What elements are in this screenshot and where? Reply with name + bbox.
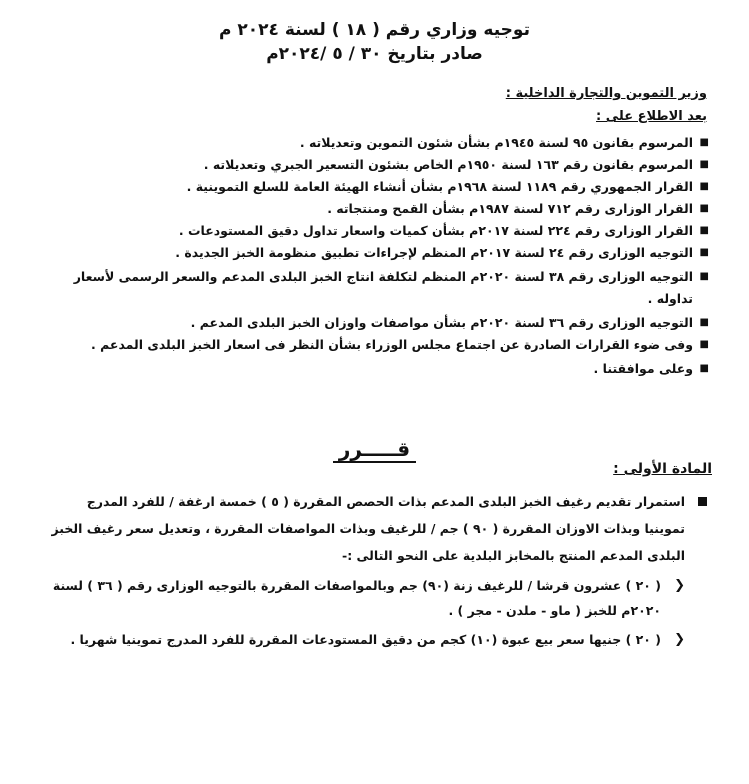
square-bullet-icon: ■ [699, 247, 709, 258]
list-item: ■ وفى ضوء القرارات الصادرة عن اجتماع مجلس الوزراء بشأن النظر فى اسعار الخبز البلدى المدعم . [39, 334, 709, 356]
list-item: ■ التوجيه الوزارى رقم ٣٦ لسنة ٢٠٢٠م بشأن مواصفات واوزان الخبز البلدى المدعم . [39, 312, 709, 334]
list-item: ■ التوجيه الوزارى رقم ٢٤ لسنة ٢٠١٧م المنظم لإجراءات تطبيق منظومة الخبز الجديدة . [39, 242, 709, 264]
list-item: ❮ ( ٢٠ ) عشرون قرشا / للرغيف زنة (٩٠) جم وبالمواصفات المقررة بالتوجيه الوزارى رقم ( ٣٦ ) لسنة ٢٠٢٠م للخبز ( ماو - ملدن - مجر ) . [47, 573, 685, 623]
chevron-left-icon: ❮ [674, 632, 685, 647]
square-bullet-icon [698, 497, 707, 506]
square-bullet-icon: ■ [699, 159, 709, 170]
decided-heading: قـــــرر [0, 437, 749, 461]
article-one-title: المادة الأولى : [613, 461, 712, 477]
square-bullet-icon: ■ [699, 137, 709, 148]
list-item: ■ القرار الوزارى رقم ٢٢٤ لسنة ٢٠١٧م بشأن كميات واسعار تداول دقيق المستودعات . [39, 220, 709, 242]
list-item: ■ القرار الوزارى رقم ٧١٢ لسنة ١٩٨٧م بشأن القمح ومنتجاته . [39, 198, 709, 220]
list-item: ■ القرار الجمهوري رقم ١١٨٩ لسنة ١٩٦٨م بشأن أنشاء الهيئة العامة للسلع التموينية . [39, 176, 709, 198]
square-bullet-icon: ■ [699, 363, 709, 374]
article-one-body [47, 488, 707, 656]
decree-date: صادر بتاريخ ٣٠ / ٥ /٢٠٢٤م [266, 44, 483, 64]
list-item: ■ التوجيه الوزارى رقم ٣٨ لسنة ٢٠٢٠م المنظم لتكلفة انتاج الخبز البلدى المدعم والسعر الرسمى لأسعار تداوله . [39, 266, 709, 310]
square-bullet-icon: ■ [699, 181, 709, 192]
square-bullet-icon: ■ [699, 271, 709, 282]
list-item: ■ المرسوم بقانون ٩٥ لسنة ١٩٤٥م بشأن شئون التموين وتعديلاته . [39, 132, 709, 154]
square-bullet-icon: ■ [699, 203, 709, 214]
list-item: ❮ ( ٢٠ ) جنيها سعر بيع عبوة (١٠) كجم من دقيق المستودعات المقررة للفرد المدرج تموينيا شهريا . [47, 627, 685, 652]
list-item: ■ المرسوم بقانون رقم ١٦٣ لسنة ١٩٥٠م الخاص بشئون التسعير الجبري وتعديلاته . [39, 154, 709, 176]
chevron-left-icon: ❮ [674, 578, 685, 593]
preamble-heading: بعد الاطلاع على : [596, 109, 707, 124]
issuer-title: وزير التموين والتجارة الداخلية : [505, 86, 707, 101]
article-paragraph: استمرار تقديم رغيف الخبز البلدى المدعم بذات الحصص المقررة ( ٥ ) خمسة ارغفة / للفرد المدرج تموينيا وبذات الاوزان المقررة ( ٩٠ ) جم / للرغيف وبذات المواصفات المقررة ، وتعديل سعر رغيف الخبز البلدى المدعم المنتج بالمخابز البلدية على النحو التالى :- [47, 488, 707, 569]
list-item: ■ وعلى موافقتنا . [39, 358, 709, 380]
price-list [47, 573, 707, 652]
square-bullet-icon: ■ [699, 225, 709, 236]
square-bullet-icon: ■ [699, 339, 709, 350]
square-bullet-icon: ■ [699, 317, 709, 328]
considerations-list [39, 132, 709, 380]
decree-number: توجيه وزاري رقم ( ١٨ ) لسنة ٢٠٢٤ م [219, 20, 530, 40]
decree-header [0, 18, 749, 66]
